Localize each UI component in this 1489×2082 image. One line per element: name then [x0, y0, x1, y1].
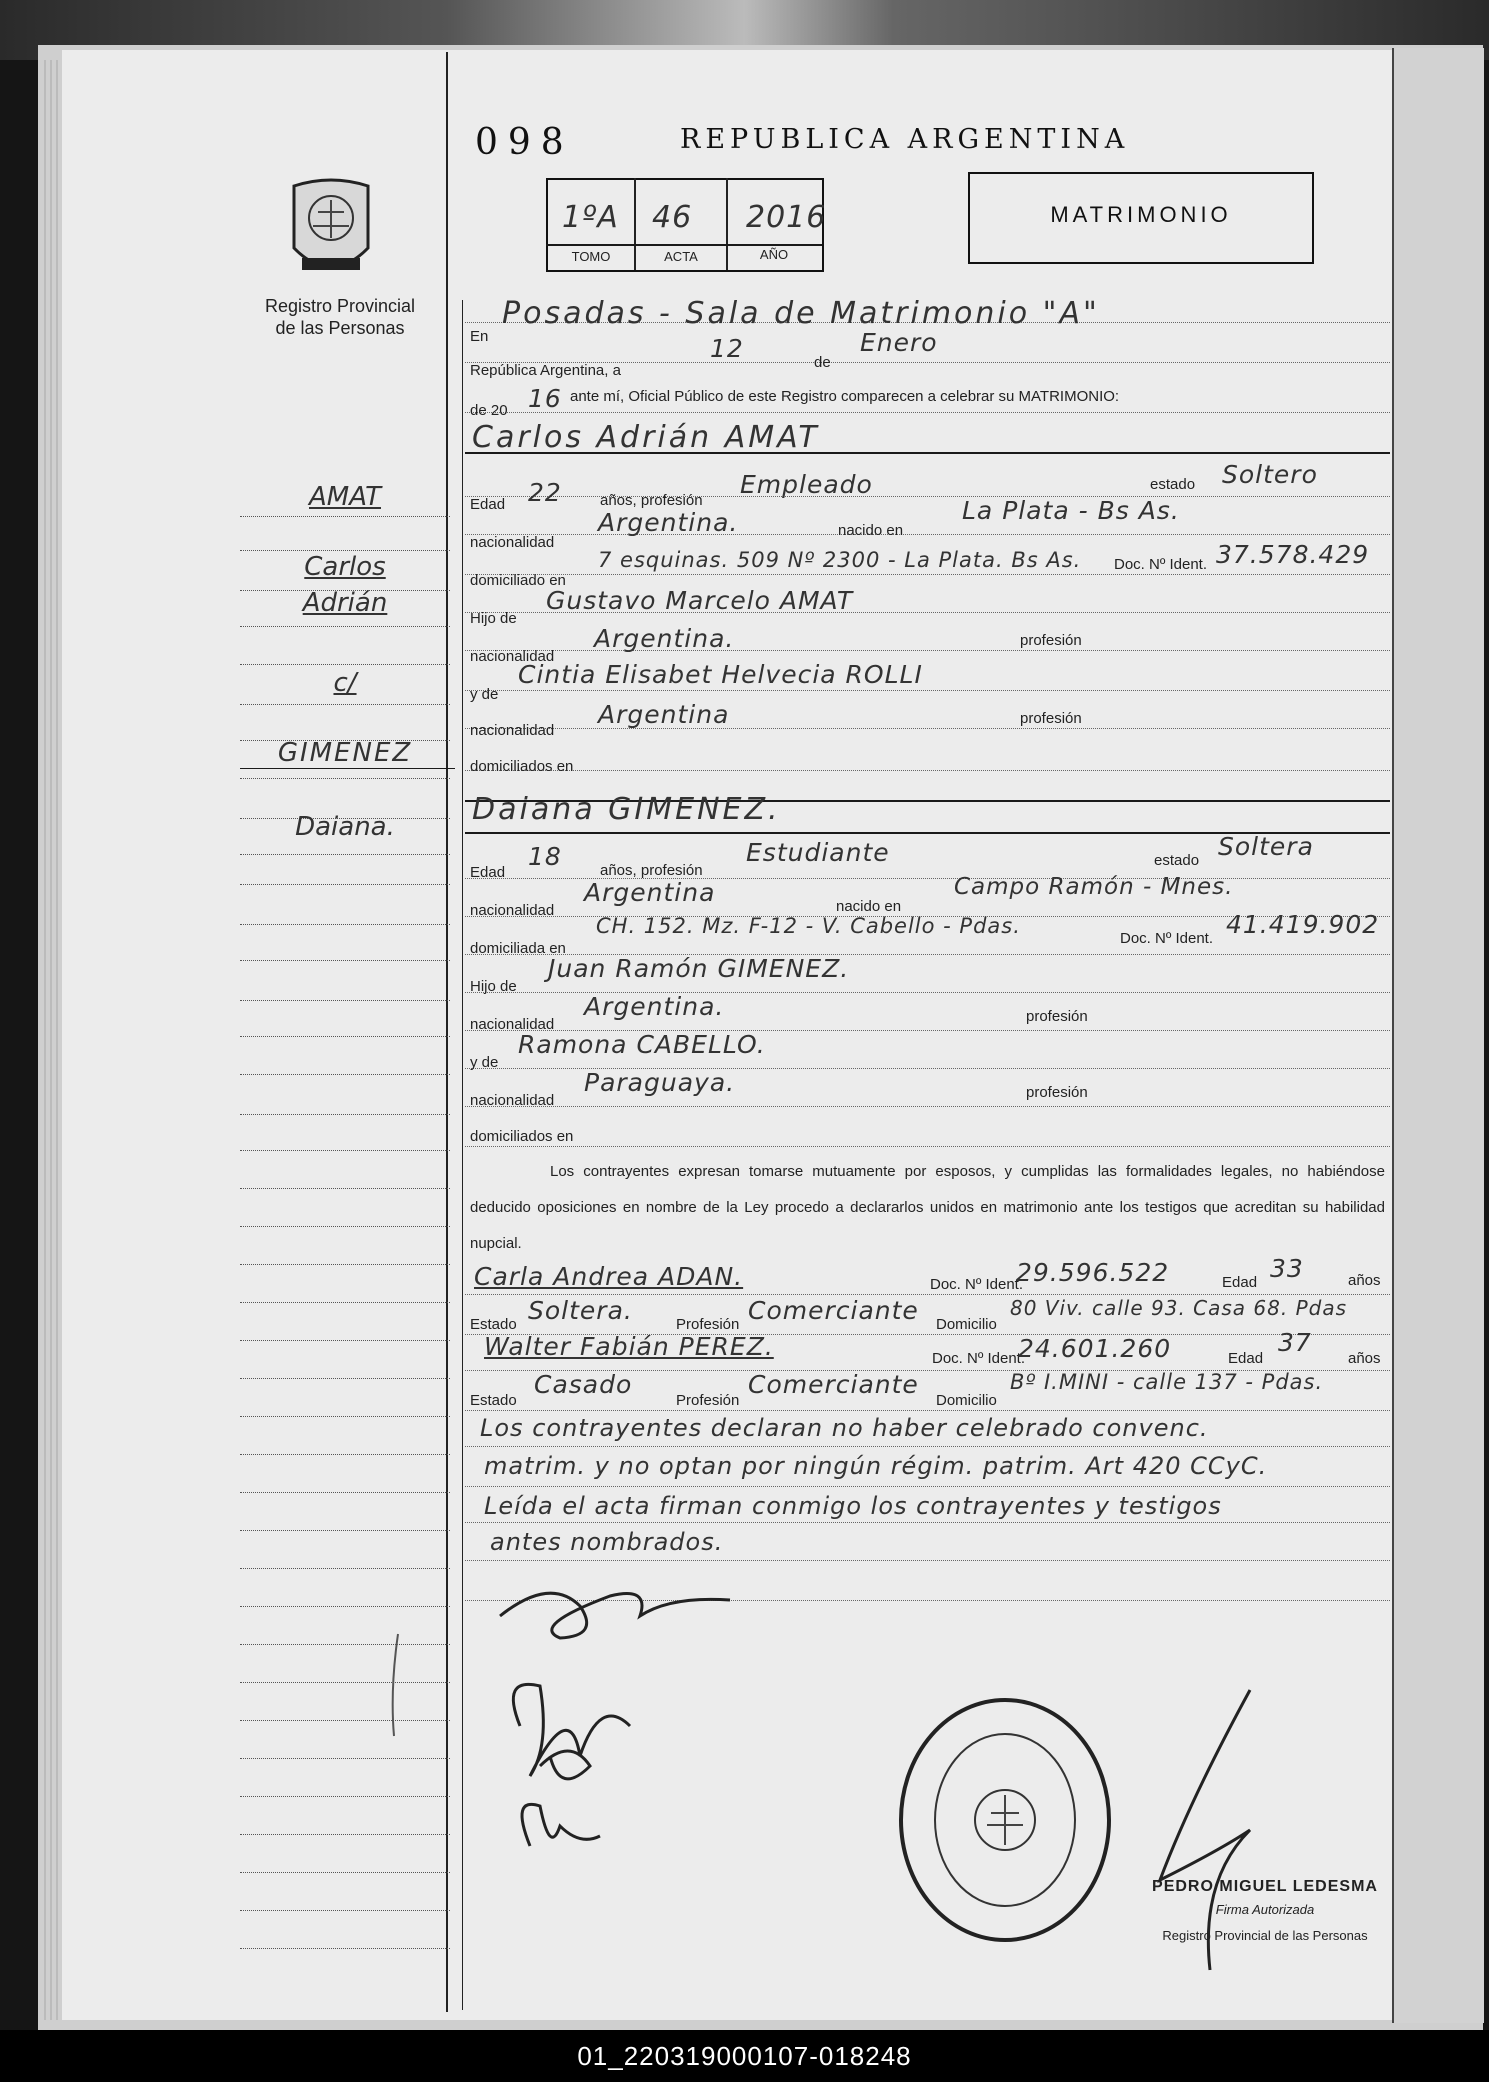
bride-anos-label: años, profesión	[600, 862, 703, 879]
margin-line	[240, 1114, 450, 1115]
de-label: de	[814, 354, 831, 371]
groom-hijo-label: Hijo de	[470, 610, 517, 627]
bride-age: 18	[528, 842, 562, 871]
groom-nationality: Argentina.	[598, 508, 739, 537]
act-type: MATRIMONIO	[1050, 202, 1232, 227]
bride-doc-label: Doc. Nº Ident.	[1120, 930, 1214, 947]
witness2-estado-label: Estado	[470, 1392, 517, 1409]
groom-mother-prof-label: profesión	[1020, 710, 1082, 727]
bride-mother-prof-label: profesión	[1026, 1084, 1088, 1101]
witness1-edad-label: Edad	[1222, 1274, 1258, 1291]
margin-line	[240, 1340, 450, 1341]
witness2-edad-label: Edad	[1228, 1350, 1264, 1367]
bride-birthplace: Campo Ramón - Mnes.	[954, 874, 1234, 900]
margin-line	[240, 550, 450, 551]
groom-mother: Cintia Elisabet Helvecia ROLLI	[518, 660, 923, 689]
margin-line	[240, 1530, 450, 1531]
groom-father-prof-label: profesión	[1020, 632, 1082, 649]
margin-line	[240, 626, 450, 627]
groom-father-nat-label: nacionalidad	[470, 648, 555, 665]
scan-id: 01_220319000107-018248	[577, 2041, 912, 2071]
witness1-domicilio-label: Domicilio	[936, 1316, 997, 1333]
margin-line	[240, 1948, 450, 1949]
bride-hijo-label: Hijo de	[470, 978, 517, 995]
groom-anos-label: años, profesión	[600, 492, 703, 509]
margin-line	[240, 1758, 450, 1759]
page-edge	[56, 60, 58, 2020]
groom-domiciliados-label: domiciliados en	[470, 758, 574, 775]
witness1-doc: 29.596.522	[1016, 1258, 1170, 1287]
note-line-3: Leída el acta firman conmigo los contrayentes y testigos	[484, 1492, 1222, 1520]
bride-father-nationality: Argentina.	[584, 992, 725, 1021]
margin-line	[240, 1000, 450, 1001]
sidebar-underline	[240, 768, 455, 769]
republica-label: República Argentina, a	[470, 362, 621, 379]
witness2-doc: 24.601.260	[1018, 1334, 1172, 1363]
margin-line	[240, 1226, 450, 1227]
margin-line	[240, 1036, 450, 1037]
witness2-anos-label: años	[1348, 1350, 1381, 1367]
margin-line	[240, 1188, 450, 1189]
groom-father-nationality: Argentina.	[594, 624, 735, 653]
form-line	[465, 690, 1390, 691]
note-line-4: antes nombrados.	[490, 1528, 724, 1556]
margin-line	[240, 1644, 450, 1645]
margin-line	[240, 1910, 450, 1911]
witness2-doc-label: Doc. Nº Ident.	[932, 1350, 1026, 1367]
form-line	[465, 1486, 1390, 1487]
margin-line	[240, 1416, 450, 1417]
registry-name-line1: Registro Provincial	[264, 296, 416, 316]
bride-doc: 41.419.902	[1226, 910, 1380, 939]
margin-line	[240, 1150, 450, 1151]
witness2-address: Bº I.MINI - calle 137 - Pdas.	[1010, 1370, 1324, 1394]
witness2-profession: Comerciante	[748, 1370, 919, 1399]
witness2-status: Casado	[534, 1370, 633, 1399]
form-line	[465, 1106, 1390, 1107]
groom-domiciliado-label: domiciliado en	[470, 572, 566, 589]
provincial-emblem-icon	[288, 178, 374, 286]
groom-profession: Empleado	[740, 470, 873, 499]
tomo-value: 1ºA	[562, 200, 619, 235]
margin-line	[240, 884, 450, 885]
margin-line	[240, 854, 450, 855]
groom-doc: 37.578.429	[1216, 540, 1370, 569]
bride-edad-label: Edad	[470, 864, 506, 881]
witness1-profesion-label: Profesión	[676, 1316, 740, 1333]
witness1-age: 33	[1270, 1254, 1304, 1283]
margin-line	[240, 778, 450, 779]
bride-civil-status: Soltera	[1218, 832, 1314, 861]
officer-title: Firma Autorizada	[1215, 1902, 1315, 1917]
form-line	[465, 1294, 1390, 1295]
margin-line	[240, 1492, 450, 1493]
margin-pen-stroke	[380, 1630, 410, 1740]
margin-line	[240, 1378, 450, 1379]
form-line	[465, 1410, 1390, 1411]
margin-line	[240, 1720, 450, 1721]
note-line-2: matrim. y no optan por ningún régim. patrim. Art 420 CCyC.	[484, 1452, 1268, 1480]
sidebar-surname-groom: AMAT	[309, 482, 381, 512]
witness2-profesion-label: Profesión	[676, 1392, 740, 1409]
bride-yde-label: y de	[470, 1054, 499, 1071]
facing-page	[1392, 48, 1484, 2023]
acta-value: 46	[652, 200, 693, 235]
bride-domiciliados-label: domiciliados en	[470, 1128, 574, 1145]
margin-line	[240, 1454, 450, 1455]
note-line-1: Los contrayentes declaran no haber celebrado convenc.	[480, 1414, 1209, 1442]
bride-father: Juan Ramón GIMENEZ.	[548, 954, 850, 983]
intro-statement: ante mí, Oficial Público de este Registro comparecen a celebrar su MATRIMONIO:	[570, 388, 1120, 405]
left-column-divider	[446, 52, 448, 2012]
form-line	[465, 1146, 1390, 1147]
bride-full-name: Daiana GIMENEZ.	[472, 792, 781, 827]
groom-yde-label: y de	[470, 686, 499, 703]
bride-mother-nationality: Paraguaya.	[584, 1068, 736, 1097]
bride-nationality: Argentina	[584, 878, 716, 907]
de20-label: de 20	[470, 402, 508, 419]
bride-profession: Estudiante	[746, 838, 890, 867]
form-line	[465, 1446, 1390, 1447]
page-edge	[44, 60, 46, 2020]
day-value: 12	[710, 334, 744, 363]
form-line	[465, 574, 1390, 575]
anio-value: 2016	[746, 200, 827, 235]
bride-father-nat-label: nacionalidad	[470, 1016, 555, 1033]
registry-name-line2: de las Personas	[275, 318, 405, 338]
margin-line	[240, 1568, 450, 1569]
margin-line	[240, 1796, 450, 1797]
bride-address: CH. 152. Mz. F-12 - V. Cabello - Pdas.	[596, 914, 1021, 938]
country-title: REPUBLICA ARGENTINA	[680, 124, 1130, 155]
margin-rule	[462, 300, 463, 2010]
groom-edad-label: Edad	[470, 496, 506, 513]
witness1-status: Soltera.	[528, 1296, 633, 1325]
margin-line	[240, 1834, 450, 1835]
groom-mother-nat-label: nacionalidad	[470, 722, 555, 739]
witness2-name: Walter Fabián PEREZ.	[484, 1332, 774, 1361]
bride-nacido-label: nacido en	[836, 898, 902, 915]
bride-estado-label: estado	[1154, 852, 1200, 869]
bride-mother-nat-label: nacionalidad	[470, 1092, 555, 1109]
tomo-label: TOMO	[571, 249, 611, 264]
bride-father-prof-label: profesión	[1026, 1008, 1088, 1025]
bride-domiciliada-label: domiciliada en	[470, 940, 566, 957]
margin-line	[240, 1074, 450, 1075]
margin-line	[240, 924, 450, 925]
margin-line	[240, 1606, 450, 1607]
anio-label: AÑO	[759, 247, 789, 262]
groom-address: 7 esquinas. 509 Nº 2300 - La Plata. Bs As.	[598, 548, 1082, 572]
groom-nacido-label: nacido en	[838, 522, 904, 539]
year-value: 16	[528, 384, 562, 413]
en-label: En	[470, 328, 489, 345]
scan-footer	[0, 2030, 1489, 2082]
margin-line	[240, 1682, 450, 1683]
declaration-text: Los contrayentes expresan tomarse mutuamente por esposos, y cumplidas las formalidades legales, no habiéndose deducido oposiciones en nombre de la Ley procedo a declararlos unidos en matrimonio ante los testigos que acreditan su habilidad nupcial.	[470, 1163, 1385, 1252]
witness1-name: Carla Andrea ADAN.	[474, 1262, 744, 1291]
groom-doc-label: Doc. Nº Ident.	[1114, 556, 1208, 573]
sidebar-surname-bride: GIMENEZ	[277, 738, 413, 768]
sidebar-name-groom-2: Adrián	[302, 588, 388, 618]
form-line	[465, 1522, 1390, 1523]
witness1-anos-label: años	[1348, 1272, 1381, 1289]
groom-civil-status: Soltero	[1222, 460, 1318, 489]
sidebar-name-bride: Daiana.	[295, 812, 395, 842]
bride-nacionalidad-label: nacionalidad	[470, 902, 555, 919]
witness2-age: 37	[1278, 1328, 1312, 1357]
margin-line	[240, 960, 450, 961]
witness1-estado-label: Estado	[470, 1316, 517, 1333]
form-line	[465, 412, 1390, 413]
sidebar-connector: c/	[333, 668, 357, 698]
groom-estado-label: estado	[1150, 476, 1196, 493]
box-divider	[546, 244, 822, 246]
bride-mother: Ramona CABELLO.	[518, 1030, 766, 1059]
groom-mother-nationality: Argentina	[598, 700, 730, 729]
page-edge	[50, 60, 52, 2020]
groom-age: 22	[528, 478, 562, 507]
official-seal-icon	[895, 1695, 1115, 1945]
witness1-profession: Comerciante	[748, 1296, 919, 1325]
signatures-graphic	[490, 1576, 750, 1876]
month-value: Enero	[860, 328, 938, 357]
margin-line	[240, 516, 450, 517]
form-line	[465, 770, 1390, 771]
witness2-domicilio-label: Domicilio	[936, 1392, 997, 1409]
witness1-address: 80 Viv. calle 93. Casa 68. Pdas	[1010, 1296, 1348, 1320]
groom-full-name: Carlos Adrián AMAT	[472, 420, 820, 455]
groom-nacionalidad-label: nacionalidad	[470, 534, 555, 551]
form-line	[465, 1560, 1390, 1561]
place-value: Posadas - Sala de Matrimonio "A"	[502, 296, 1100, 331]
officer-institution: Registro Provincial de las Personas	[1162, 1928, 1368, 1943]
margin-line	[240, 664, 450, 665]
margin-line	[240, 1872, 450, 1873]
officer-name: PEDRO MIGUEL LEDESMA	[1152, 1878, 1378, 1895]
witness1-doc-label: Doc. Nº Ident.	[930, 1276, 1024, 1293]
acta-label: ACTA	[664, 249, 698, 264]
margin-line	[240, 1302, 450, 1303]
groom-father: Gustavo Marcelo AMAT	[546, 586, 854, 615]
sidebar-name-groom: Carlos	[304, 552, 386, 582]
margin-line	[240, 704, 450, 705]
groom-birthplace: La Plata - Bs As.	[962, 496, 1180, 525]
act-number: 098	[475, 122, 574, 163]
margin-line	[240, 1264, 450, 1265]
